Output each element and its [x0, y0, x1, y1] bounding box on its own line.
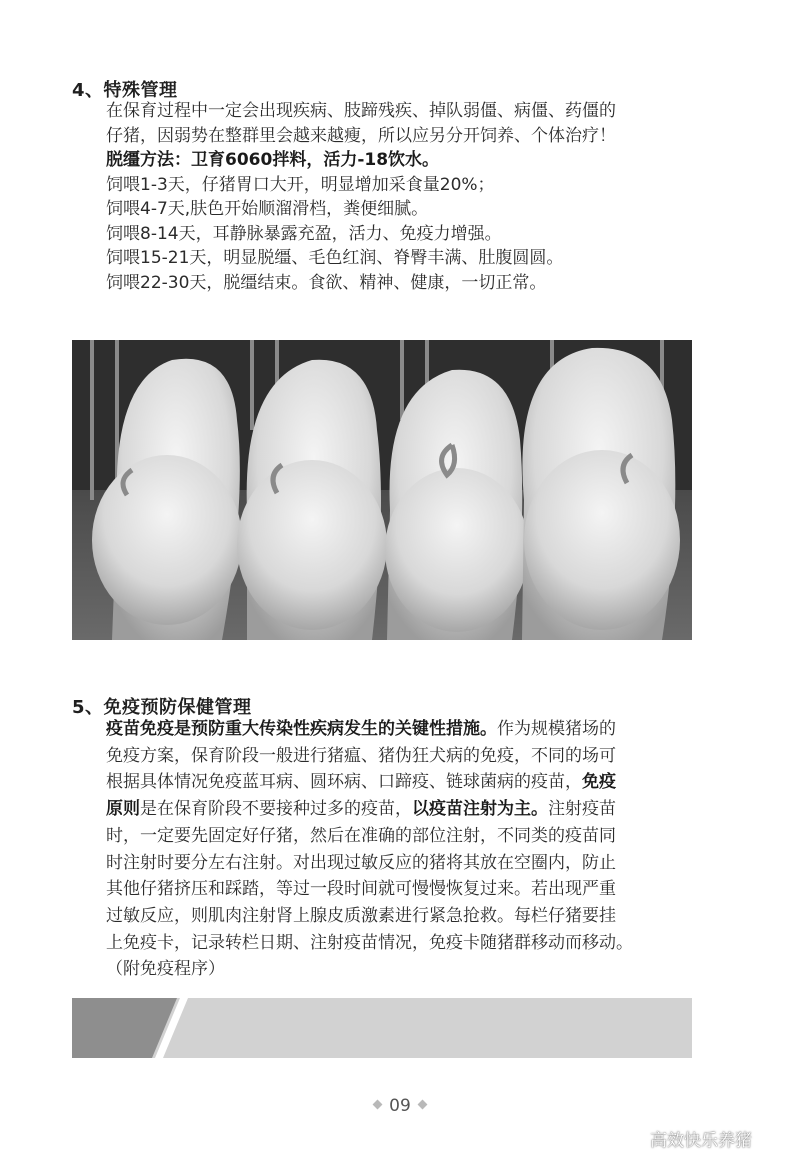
bold-text: 原则 [106, 799, 140, 820]
body-line: （附免疫程序） [106, 959, 225, 980]
method-line: 脱缰方法：卫育6060拌料，活力-18饮水。 [106, 150, 440, 170]
bold-text: 免疫 [582, 772, 616, 793]
body-line [106, 769, 718, 796]
day-line: 饲喂4-7天,肤色开始顺溜滑档，粪便细腻。 [106, 199, 429, 219]
footer-banner [72, 998, 692, 1058]
page-number [360, 1096, 440, 1116]
watermark-text: 高效快乐养猪 [650, 1130, 752, 1151]
day-line: 饲喂1-3天，仔猪胃口大开，明显增加采食量20%； [106, 174, 495, 195]
bold-text: 以疫苗注射为主。 [412, 799, 548, 820]
body-line: 时注射时要分左右注射。对出现过敏反应的猪将其放在空圈内，防止 [106, 852, 616, 873]
body-text: 根据具体情况免疫蓝耳病、圆环病、口蹄疫、链球菌病的疫苗， [106, 772, 582, 793]
diamond-icon [417, 1100, 427, 1110]
piglets-illustration [72, 340, 692, 640]
bold-text: 疫苗免疫是预防重大传染性疾病发生的关键性措施。 [106, 719, 497, 739]
body-text: 注射疫苗 [548, 799, 616, 820]
day-line: 饲喂22-30天，脱缰结束。食欲、精神、健康，一切正常。 [106, 272, 547, 293]
section-5-body [106, 716, 718, 983]
body-line: 过敏反应，则肌肉注射肾上腺皮质激素进行紧急抢救。每栏仔猪要挂 [106, 905, 616, 926]
body-line: 时，一定要先固定好仔猪，然后在准确的部位注射，不同类的疫苗同 [106, 825, 616, 846]
diamond-icon [373, 1100, 383, 1110]
section-5-heading: 5、免疫预防保健管理 [72, 697, 252, 718]
piglets-photo [72, 340, 692, 640]
watermark [616, 1124, 752, 1152]
body-line [106, 796, 718, 823]
page-number-text: 09 [389, 1096, 411, 1116]
body-line: 免疫方案，保育阶段一般进行猪瘟、猪伪狂犬病的免疫，不同的场可 [106, 745, 616, 766]
body-text: 作为规模猪场的 [497, 719, 616, 739]
body-line: 在保育过程中一定会出现疾病、肢蹄残疾、掉队弱僵、病僵、药僵的 [106, 101, 616, 121]
body-line [106, 716, 718, 743]
body-text: 是在保育阶段不要接种过多的疫苗， [140, 799, 412, 820]
body-line: 仔猪，因弱势在整群里会越来越瘦，所以应另分开饲养、个体治疗！ [106, 125, 616, 146]
wechat-icon [616, 1127, 642, 1149]
section-4-body [106, 99, 718, 295]
day-line: 饲喂15-21天，明显脱缰、毛色红润、脊臀丰满、肚腹圆圆。 [106, 248, 564, 268]
body-line: 其他仔猪挤压和踩踏，等过一段时间就可慢慢恢复过来。若出现严重 [106, 879, 616, 900]
section-4-heading: 4、特殊管理 [72, 80, 178, 101]
day-line: 饲喂8-14天，耳静脉暴露充盈，活力、免疫力增强。 [106, 223, 502, 244]
body-line: 上免疫卡，记录转栏日期、注射疫苗情况，免疫卡随猪群移动而移动。 [106, 932, 633, 953]
